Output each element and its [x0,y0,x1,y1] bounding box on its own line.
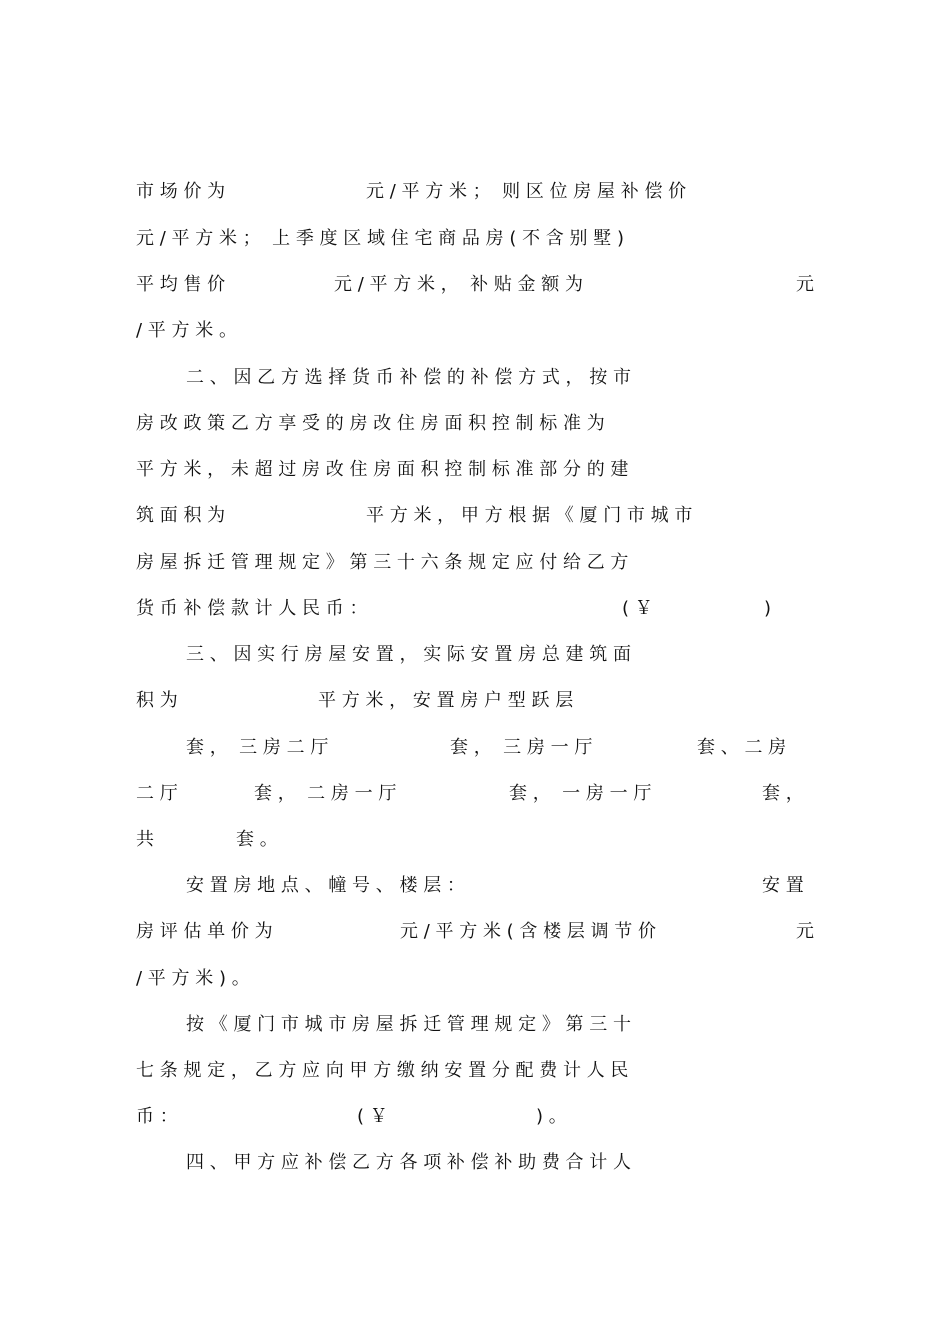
text-segment: 积 为 [136,690,178,711]
text-segment: 平 方 米 ， 甲 方 根 据 《 厦 门 市 城 市 [366,505,693,526]
text-line [0,779,804,809]
text-line [0,964,250,994]
text-segment: / 平 方 米 。 [136,320,237,341]
text-segment: 套 ， 一 房 一 厅 [509,783,652,804]
text-segment: 房 评 估 单 价 为 [136,921,273,942]
text-segment: 按 《 厦 门 市 城 市 房 屋 拆 迁 管 理 规 定 》 第 三 十 [186,1014,631,1035]
text-line [0,455,629,485]
text-segment: ( ￥ [622,598,653,619]
text-line [0,1056,629,1086]
text-segment: 套 ， 三 房 一 厅 [450,737,593,758]
text-segment: 安 置 房 地 点 、 幢 号 、 楼 层 ： [186,875,465,896]
text-segment: 元 / 平 方 米 ( 含 楼 层 调 节 价 [400,921,657,942]
text-segment: 货 币 补 偿 款 计 人 民 币 ： [136,598,368,619]
text-line [0,363,631,393]
text-segment: 市 场 价 为 [136,181,226,202]
text-segment: 套 。 [236,829,278,850]
text-segment: ) 。 [536,1106,567,1127]
text-segment: 元 [796,921,814,942]
text-line [0,871,804,901]
text-line [0,917,814,947]
text-segment: 四 、 甲 方 应 补 偿 乙 方 各 项 补 偿 补 助 费 合 计 人 [186,1152,631,1173]
text-segment: 元 / 平 方 米 ； 则 区 位 房 屋 补 偿 价 [366,181,687,202]
text-segment: 二 、 因 乙 方 选 择 货 币 补 偿 的 补 偿 方 式 ， 按 市 [186,367,631,388]
text-segment: 二 厅 [136,783,178,804]
text-line [0,501,693,531]
text-segment: 套 、 二 房 [697,737,787,758]
text-line [0,733,787,763]
text-segment: ( ￥ [357,1106,388,1127]
text-segment: 元 / 平 方 米 ； 上 季 度 区 域 住 宅 商 品 房 ( 不 含 别 墅 ) [136,228,624,249]
text-line [0,409,605,439]
text-segment: 平 方 米 ， 未 超 过 房 改 住 房 面 积 控 制 标 准 部 分 的 建 [136,459,629,480]
text-segment: 三 、 因 实 行 房 屋 安 置 ， 实 际 安 置 房 总 建 筑 面 [186,644,631,665]
text-line [0,1010,631,1040]
text-segment: 平 方 米 ， 安 置 房 户 型 跃 层 [318,690,574,711]
text-line [0,177,687,207]
text-segment: 元 [796,274,814,295]
text-segment: 房 屋 拆 迁 管 理 规 定 》 第 三 十 六 条 规 定 应 付 给 乙 方 [136,552,629,573]
text-line [0,825,278,855]
text-segment: 筑 面 积 为 [136,505,226,526]
text-line [0,548,629,578]
text-line [0,224,624,254]
text-line [0,270,814,300]
text-line [0,316,237,346]
text-segment: 房 改 政 策 乙 方 享 受 的 房 改 住 房 面 积 控 制 标 准 为 [136,413,605,434]
text-segment: 七 条 规 定 ， 乙 方 应 向 甲 方 缴 纳 安 置 分 配 费 计 人 民 [136,1060,629,1081]
text-segment: 元 / 平 方 米 ， 补 贴 金 额 为 [334,274,584,295]
text-line [0,1148,631,1178]
text-segment: 套 ， [762,783,804,804]
text-line [0,640,631,670]
text-segment: 套 ， 二 房 一 厅 [254,783,397,804]
text-segment: ) [764,598,772,619]
text-line [0,594,772,624]
text-segment: 安 置 [762,875,804,896]
text-segment: 共 [136,829,154,850]
text-segment: 币 ： [136,1106,178,1127]
text-segment: / 平 方 米 ) 。 [136,968,250,989]
text-segment: 平 均 售 价 [136,274,226,295]
text-line [0,1102,567,1132]
text-line [0,686,574,716]
text-segment: 套 ， 三 房 二 厅 [186,737,329,758]
